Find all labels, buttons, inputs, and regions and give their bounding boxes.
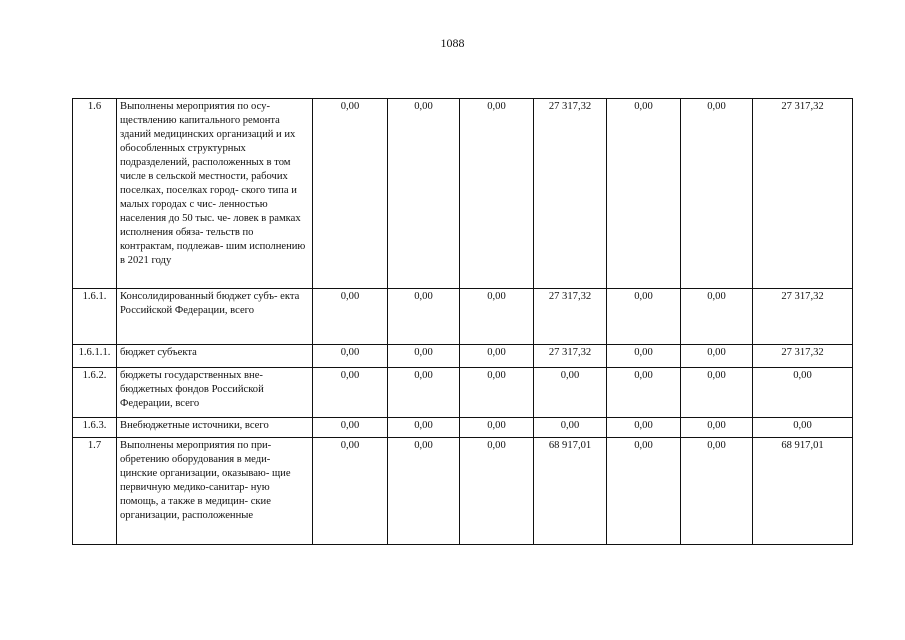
- value-cell: 0,00: [313, 99, 388, 289]
- row-code: 1.6.1.1.: [73, 345, 117, 368]
- table-row: [73, 99, 853, 289]
- value-cell: 27 317,32: [534, 99, 607, 289]
- row-description: Выполнены мероприятия по при- обретению оборудования в меди- цинские организации, оказываю- щие первичную медико-санитар- ную помощь, а также в медицин- ские организации, расположенные: [117, 438, 313, 545]
- value-cell: 0,00: [681, 99, 753, 289]
- value-cell: 0,00: [313, 418, 388, 438]
- value-cell: 0,00: [753, 418, 853, 438]
- value-cell: 68 917,01: [534, 438, 607, 545]
- page-number: 1088: [440, 36, 465, 50]
- value-cell: 68 917,01: [753, 438, 853, 545]
- value-cell: 0,00: [388, 418, 460, 438]
- value-cell: 0,00: [388, 368, 460, 418]
- value-cell: 27 317,32: [534, 289, 607, 345]
- value-cell: 0,00: [534, 368, 607, 418]
- value-cell: 0,00: [388, 99, 460, 289]
- value-cell: 27 317,32: [753, 345, 853, 368]
- row-code: 1.7: [73, 438, 117, 545]
- value-cell: 27 317,32: [753, 289, 853, 345]
- value-cell: 27 317,32: [534, 345, 607, 368]
- value-cell: 0,00: [460, 438, 534, 545]
- row-code: 1.6.3.: [73, 418, 117, 438]
- value-cell: 0,00: [313, 438, 388, 545]
- value-cell: 0,00: [607, 345, 681, 368]
- value-cell: 0,00: [753, 368, 853, 418]
- table-row: [73, 289, 853, 345]
- value-cell: 0,00: [607, 418, 681, 438]
- row-description: бюджет субъекта: [117, 345, 313, 368]
- value-cell: 0,00: [681, 368, 753, 418]
- value-cell: 27 317,32: [753, 99, 853, 289]
- table-row: [73, 438, 853, 545]
- value-cell: 0,00: [460, 345, 534, 368]
- value-cell: 0,00: [681, 418, 753, 438]
- row-code: 1.6.2.: [73, 368, 117, 418]
- value-cell: 0,00: [313, 345, 388, 368]
- row-code: 1.6.1.: [73, 289, 117, 345]
- row-description: Внебюджетные источники, всего: [117, 418, 313, 438]
- value-cell: 0,00: [460, 418, 534, 438]
- value-cell: 0,00: [681, 289, 753, 345]
- value-cell: 0,00: [681, 345, 753, 368]
- table-row: [73, 418, 853, 438]
- value-cell: 0,00: [607, 99, 681, 289]
- value-cell: 0,00: [534, 418, 607, 438]
- value-cell: 0,00: [607, 368, 681, 418]
- budget-table: [72, 98, 853, 545]
- row-description: Консолидированный бюджет субъ- екта Российской Федерации, всего: [117, 289, 313, 345]
- table-row: [73, 345, 853, 368]
- value-cell: 0,00: [313, 289, 388, 345]
- value-cell: 0,00: [460, 368, 534, 418]
- value-cell: 0,00: [460, 99, 534, 289]
- value-cell: 0,00: [388, 438, 460, 545]
- value-cell: 0,00: [607, 438, 681, 545]
- row-code: 1.6: [73, 99, 117, 289]
- value-cell: 0,00: [460, 289, 534, 345]
- value-cell: 0,00: [681, 438, 753, 545]
- table-row: [73, 368, 853, 418]
- value-cell: 0,00: [607, 289, 681, 345]
- row-description: бюджеты государственных вне- бюджетных фондов Российской Федерации, всего: [117, 368, 313, 418]
- value-cell: 0,00: [388, 289, 460, 345]
- value-cell: 0,00: [388, 345, 460, 368]
- value-cell: 0,00: [313, 368, 388, 418]
- row-description: Выполнены мероприятия по осу- ществлению капитального ремонта зданий медицинских организаций и их обособленных структурных подразделений, расположенных в том числе в сельской местности, рабочих поселках, поселках город- ского типа и малых городах с чис- ленностью населения до 50 тыс. че- ловек в рамках исполнения обяза- тельств по контрактам, подлежав- шим исполнению в 2021 году: [117, 99, 313, 289]
